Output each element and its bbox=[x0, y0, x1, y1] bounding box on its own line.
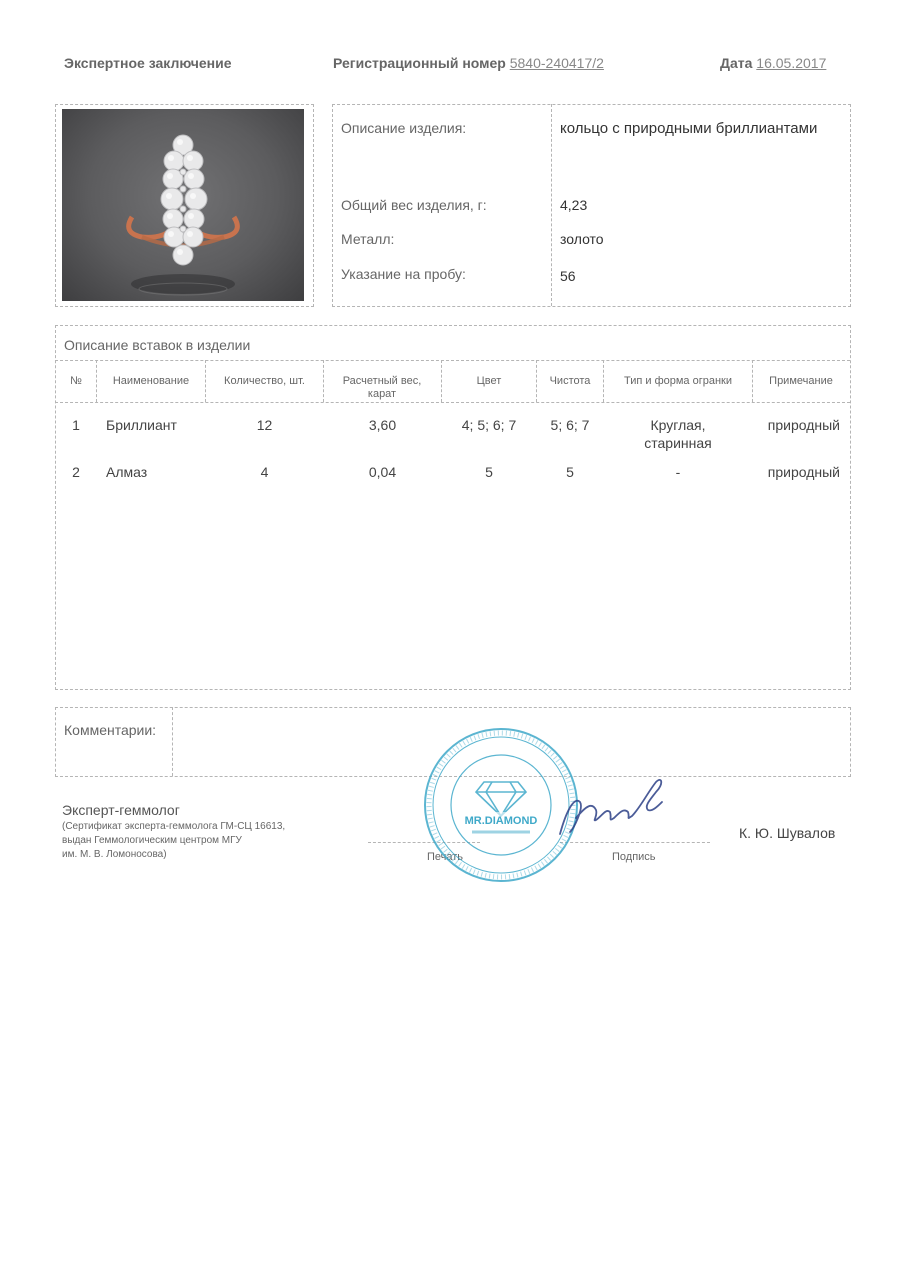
document-date bbox=[720, 55, 826, 71]
col-header-color: Цвет bbox=[476, 375, 502, 387]
cell-cut: Круглая, старинная bbox=[644, 417, 712, 451]
ring-photo bbox=[62, 109, 304, 301]
ring-illustration bbox=[62, 109, 304, 301]
inserts-title-divider bbox=[55, 360, 850, 361]
expert-certificate bbox=[62, 820, 285, 862]
cell-note: природный bbox=[767, 417, 840, 433]
cell-cut: - bbox=[675, 464, 681, 480]
cell-color: 4; 5; 6; 7 bbox=[461, 417, 517, 433]
col-header-note: Примечание bbox=[769, 375, 833, 387]
col-header-name: Наименование bbox=[112, 375, 190, 387]
comments-divider bbox=[172, 707, 173, 776]
registration-value: 5840-240417/2 bbox=[509, 55, 604, 71]
item-hallmark-label: Указание на пробу: bbox=[341, 266, 466, 282]
cell-color: 5 bbox=[485, 464, 493, 480]
cell-note: природный bbox=[767, 464, 840, 480]
cert-line: выдан Геммологическим центром МГУ bbox=[62, 835, 242, 846]
cell-name: Алмаз bbox=[106, 464, 148, 480]
cell-number: 2 bbox=[72, 464, 80, 480]
cell-number: 1 bbox=[72, 417, 80, 433]
registration-label: Регистрационный номер bbox=[333, 55, 506, 71]
item-description-label: Описание изделия: bbox=[341, 120, 467, 136]
handwritten-signature bbox=[552, 772, 672, 842]
stamp-brand-text: MR.DIAMOND bbox=[464, 815, 538, 827]
expert-title: Эксперт-геммолог bbox=[62, 802, 180, 818]
item-box-divider bbox=[551, 104, 552, 306]
cell-weight: 0,04 bbox=[368, 464, 397, 480]
cell-name: Бриллиант bbox=[106, 417, 177, 433]
document-title: Экспертное заключение bbox=[64, 55, 232, 71]
col-divider bbox=[323, 360, 324, 402]
cell-weight: 3,60 bbox=[368, 417, 397, 433]
item-hallmark-value: 56 bbox=[560, 268, 576, 284]
date-value: 16.05.2017 bbox=[756, 55, 827, 71]
signature-label: Подпись bbox=[612, 851, 656, 863]
signature-line bbox=[560, 842, 710, 843]
item-metal-label: Металл: bbox=[341, 231, 395, 247]
cell-quantity: 12 bbox=[256, 417, 273, 433]
item-metal-value: золото bbox=[560, 231, 604, 247]
registration-number bbox=[333, 55, 604, 71]
cell-quantity: 4 bbox=[260, 464, 269, 480]
date-label: Дата bbox=[720, 55, 753, 71]
col-header-cut: Тип и форма огранки bbox=[623, 375, 732, 387]
col-header-quantity: Количество, шт. bbox=[224, 375, 305, 387]
item-weight-label: Общий вес изделия, г: bbox=[341, 197, 487, 213]
stamp-label: Печать bbox=[427, 851, 464, 863]
inserts-title: Описание вставок в изделии bbox=[64, 337, 251, 353]
expert-name: К. Ю. Шувалов bbox=[739, 825, 836, 841]
comments-label: Комментарии: bbox=[64, 722, 157, 738]
item-weight-value: 4,23 bbox=[560, 197, 588, 213]
item-description-value: кольцо с природными бриллиантами bbox=[560, 120, 818, 137]
col-header-number: № bbox=[70, 375, 82, 387]
cert-line: им. М. В. Ломоносова) bbox=[62, 849, 167, 860]
col-header-clarity: Чистота bbox=[549, 375, 591, 387]
cell-clarity: 5; 6; 7 bbox=[550, 417, 590, 433]
cert-line: (Сертификат эксперта-геммолога ГМ-СЦ 16613, bbox=[62, 821, 286, 832]
col-header-weight: Расчетный вес, карат bbox=[342, 375, 422, 400]
inserts-header-divider bbox=[55, 402, 850, 403]
cell-clarity: 5 bbox=[566, 464, 574, 480]
